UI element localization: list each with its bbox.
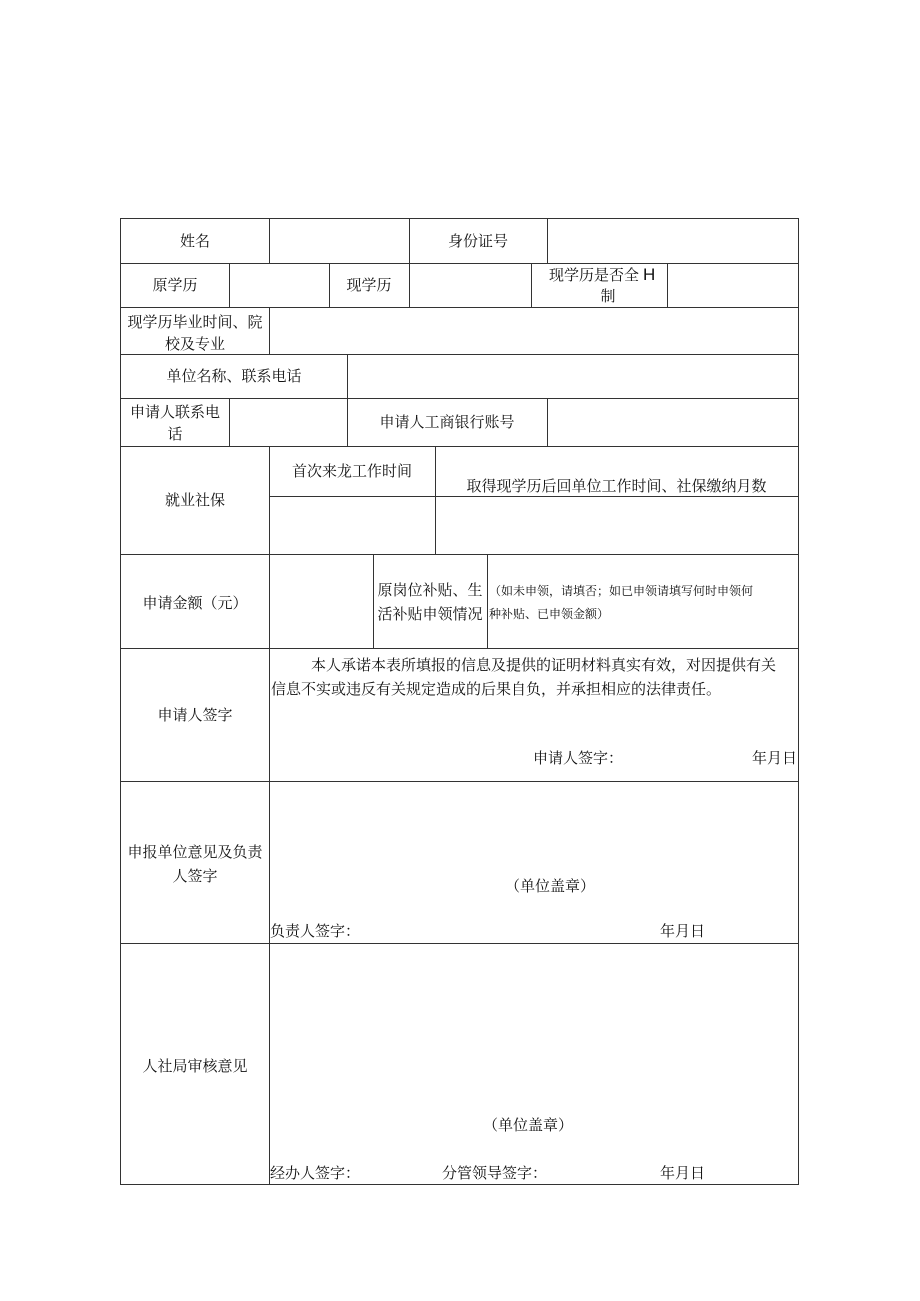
full-time-label-h: H (643, 265, 656, 284)
application-amount-field[interactable] (270, 555, 373, 647)
bureau-review-field[interactable] (270, 944, 798, 1104)
graduation-info-field[interactable] (270, 308, 798, 353)
application-amount-label: 申请金额（元） (142, 594, 248, 612)
full-time-label-line2: 制 (600, 287, 616, 305)
col-divider (373, 554, 374, 648)
full-time-label (549, 265, 667, 285)
subsidy-status-label-line1: 原岗位补贴、生 (377, 581, 483, 599)
bureau-seal-label: （单位盖章） (483, 1116, 574, 1134)
id-number-field[interactable] (548, 220, 798, 262)
subsidy-status-label-line2: 活补贴申领情况 (377, 605, 483, 623)
unit-opinion-label-line2: 人签字 (172, 867, 218, 885)
supervisor-signature-prompt: 分管领导签字： (442, 1164, 548, 1182)
employment-social-security-label: 就业社保 (164, 491, 225, 509)
name-field[interactable] (270, 220, 408, 262)
bank-account-label: 申请人工商银行账号 (379, 413, 515, 431)
first-work-time-field[interactable] (270, 497, 435, 553)
first-work-time-label: 首次来龙工作时间 (291, 462, 412, 480)
leader-signature-date: 年月日 (660, 922, 706, 940)
applicant-phone-field[interactable] (230, 399, 346, 445)
bureau-review-date: 年月日 (660, 1164, 706, 1182)
original-education-label: 原学历 (152, 276, 198, 294)
col-divider (269, 648, 270, 1185)
row-divider (121, 554, 798, 555)
handler-signature-prompt: 经办人签字： (270, 1164, 361, 1182)
subsidy-status-note-line2: 种补贴、已申领金额） (489, 607, 610, 621)
return-work-time-label: 取得现学历后回单位工作时间、社保缴纳月数 (466, 477, 767, 495)
pledge-line2: 信息不实或违反有关规定造成的后果自负，并承担相应的法律责任。 (271, 680, 722, 698)
application-form-table (120, 218, 799, 1185)
current-education-label: 现学历 (346, 276, 392, 294)
name-label: 姓名 (179, 232, 210, 250)
return-work-time-field[interactable] (436, 497, 798, 553)
full-time-label-line1: 现学历是否全 (549, 266, 640, 284)
full-time-field[interactable] (668, 264, 798, 306)
applicant-signature-date: 年月日 (752, 749, 798, 767)
unit-opinion-label-line1: 申报单位意见及负责 (127, 843, 263, 861)
graduation-info-label-line2: 校及专业 (164, 335, 225, 353)
applicant-phone-label-line2: 话 (167, 425, 183, 443)
unit-seal-label: （单位盖章） (505, 877, 596, 895)
row-divider (121, 648, 798, 649)
applicant-phone-label-line1: 申请人联系电 (129, 403, 220, 421)
id-number-label: 身份证号 (447, 232, 508, 250)
current-education-field[interactable] (410, 264, 530, 306)
original-education-field[interactable] (230, 264, 328, 306)
applicant-signature-label: 申请人签字 (157, 706, 233, 724)
applicant-signature-prompt: 申请人签字： (533, 749, 624, 767)
employer-contact-field[interactable] (348, 355, 798, 397)
row-divider (121, 446, 798, 447)
col-divider (487, 554, 488, 648)
graduation-info-label-line1: 现学历毕业时间、院 (127, 313, 263, 331)
leader-signature-prompt: 负责人签字： (270, 922, 361, 940)
pledge-line1: 本人承诺本表所填报的信息及提供的证明材料真实有效，对因提供有关 (311, 656, 777, 674)
subsidy-status-note-line1: （如未申领，请填否；如已申领请填写何时申领何 (489, 584, 754, 598)
col-divider (531, 263, 532, 307)
bureau-review-label: 人社局审核意见 (142, 1057, 248, 1075)
employer-contact-label: 单位名称、联系电话 (166, 367, 302, 385)
unit-opinion-field[interactable] (270, 782, 798, 872)
bank-account-field[interactable] (548, 399, 798, 445)
